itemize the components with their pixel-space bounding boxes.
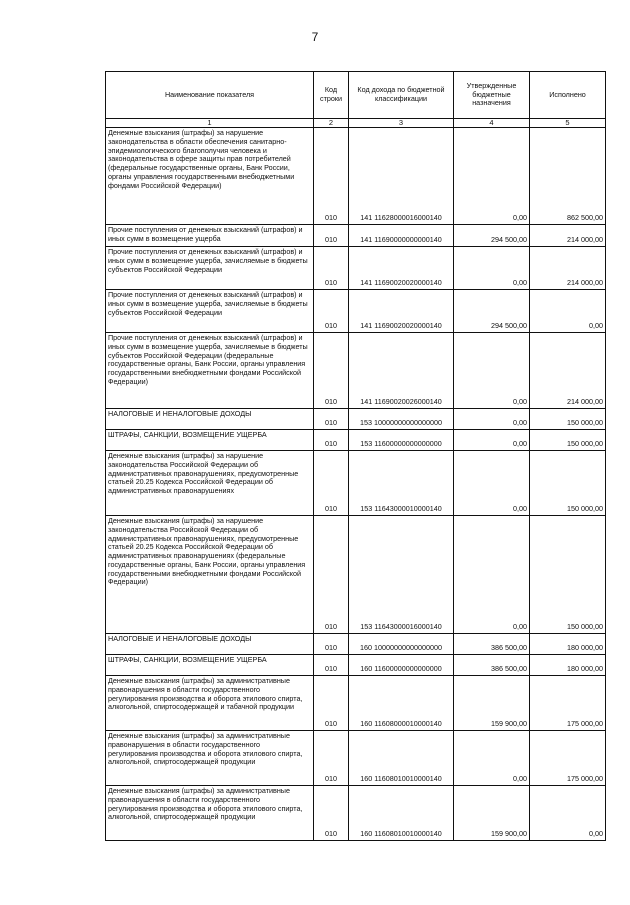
page-number: 7 xyxy=(311,30,319,44)
row-name-cell: НАЛОГОВЫЕ И НЕНАЛОГОВЫЕ ДОХОДЫ xyxy=(106,409,314,430)
row-executed-cell: 175 000,00 xyxy=(530,731,606,786)
row-name-cell: Денежные взыскания (штрафы) за административные правонарушения в области государственного регулирования производства и оборота этилового спирта, алкогольной, спиртосодержащей и табачной продукции xyxy=(106,676,314,731)
row-approved-cell: 0,00 xyxy=(454,409,530,430)
header-approved: Утвержденные бюджетные назначения xyxy=(454,72,530,119)
table-row xyxy=(106,786,606,841)
table-row xyxy=(106,451,606,516)
row-approved-cell: 159 900,00 xyxy=(454,786,530,841)
row-name-cell: НАЛОГОВЫЕ И НЕНАЛОГОВЫЕ ДОХОДЫ xyxy=(106,634,314,655)
row-approved-cell: 0,00 xyxy=(454,731,530,786)
row-code-cell: 010 xyxy=(314,451,349,516)
table-row xyxy=(106,655,606,676)
table-row xyxy=(106,516,606,634)
row-kbk-cell: 160 11608000010000140 xyxy=(349,676,454,731)
row-name-cell: Денежные взыскания (штрафы) за административные правонарушения в области государственного регулирования производства и оборота этилового спирта, алкогольной, спиртосодержащей продукции xyxy=(106,731,314,786)
column-number: 5 xyxy=(530,119,606,128)
row-executed-cell: 0,00 xyxy=(530,786,606,841)
table-row xyxy=(106,247,606,290)
row-kbk-cell: 153 11643000016000140 xyxy=(349,516,454,634)
row-name-cell: Денежные взыскания (штрафы) за нарушение законодательства в области обеспечения санитарно-эпидемиологического благополучия человека и законодательства в сфере защиты прав потребителей (федеральные государственные органы, Банк России, органы управления государственными внебюджетными фондами Российской Федерации) xyxy=(106,128,314,225)
row-code-cell: 010 xyxy=(314,225,349,247)
column-number: 3 xyxy=(349,119,454,128)
row-kbk-cell: 153 11600000000000000 xyxy=(349,430,454,451)
table-row xyxy=(106,731,606,786)
row-executed-cell: 150 000,00 xyxy=(530,409,606,430)
table-header xyxy=(106,72,606,119)
row-code-cell: 010 xyxy=(314,731,349,786)
row-kbk-cell: 160 11608010010000140 xyxy=(349,786,454,841)
row-kbk-cell: 153 11643000010000140 xyxy=(349,451,454,516)
row-approved-cell: 294 500,00 xyxy=(454,290,530,333)
row-code-cell: 010 xyxy=(314,128,349,225)
row-approved-cell: 0,00 xyxy=(454,430,530,451)
row-executed-cell: 214 000,00 xyxy=(530,333,606,409)
table-row xyxy=(106,676,606,731)
row-approved-cell: 0,00 xyxy=(454,333,530,409)
row-kbk-cell: 141 11690020020000140 xyxy=(349,247,454,290)
row-executed-cell: 180 000,00 xyxy=(530,634,606,655)
column-numbers-row xyxy=(106,119,606,128)
row-approved-cell: 386 500,00 xyxy=(454,655,530,676)
row-approved-cell: 0,00 xyxy=(454,516,530,634)
row-executed-cell: 150 000,00 xyxy=(530,451,606,516)
row-name-cell: Денежные взыскания (штрафы) за нарушение законодательства Российской Федерации об административных правонарушениях, предусмотренные статьей 20.25 Кодекса Российской Федерации об административных правонарушениях (федеральные государственные органы, Банк России, органы управления государственными внебюджетными фондами Российской Федерации) xyxy=(106,516,314,634)
row-code-cell: 010 xyxy=(314,409,349,430)
row-executed-cell: 150 000,00 xyxy=(530,516,606,634)
row-name-cell: Прочие поступления от денежных взысканий (штрафов) и иных сумм в возмещение ущерба, зачисляемые в бюджеты субъектов Российской Федерации xyxy=(106,290,314,333)
row-kbk-cell: 160 11600000000000000 xyxy=(349,655,454,676)
table-body xyxy=(106,119,606,841)
row-kbk-cell: 153 10000000000000000 xyxy=(349,409,454,430)
row-code-cell: 010 xyxy=(314,247,349,290)
row-code-cell: 010 xyxy=(314,634,349,655)
row-kbk-cell: 141 11690020020000140 xyxy=(349,290,454,333)
table-row xyxy=(106,634,606,655)
header-executed: Исполнено xyxy=(530,72,606,119)
table-row xyxy=(106,225,606,247)
header-name: Наименование показателя xyxy=(106,72,314,119)
row-executed-cell: 150 000,00 xyxy=(530,430,606,451)
row-executed-cell: 0,00 xyxy=(530,290,606,333)
row-kbk-cell: 160 11608010010000140 xyxy=(349,731,454,786)
row-executed-cell: 180 000,00 xyxy=(530,655,606,676)
row-kbk-cell: 160 10000000000000000 xyxy=(349,634,454,655)
table-row xyxy=(106,333,606,409)
row-code-cell: 010 xyxy=(314,430,349,451)
row-approved-cell: 0,00 xyxy=(454,247,530,290)
row-executed-cell: 862 500,00 xyxy=(530,128,606,225)
row-executed-cell: 214 000,00 xyxy=(530,225,606,247)
row-name-cell: Прочие поступления от денежных взысканий (штрафов) и иных сумм в возмещение ущерба, зачисляемые в бюджеты субъектов Российской Федерации (федеральные государственные органы, Банк России, органы управления государственными внебюджетными фондами Российской Федерации) xyxy=(106,333,314,409)
row-approved-cell: 294 500,00 xyxy=(454,225,530,247)
row-name-cell: Прочие поступления от денежных взысканий (штрафов) и иных сумм в возмещение ущерба xyxy=(106,225,314,247)
row-name-cell: Прочие поступления от денежных взысканий (штрафов) и иных сумм в возмещение ущерба, зачисляемые в бюджеты субъектов Российской Федерации xyxy=(106,247,314,290)
column-number: 1 xyxy=(106,119,314,128)
column-number: 4 xyxy=(454,119,530,128)
row-name-cell: Денежные взыскания (штрафы) за административные правонарушения в области государственного регулирования производства и оборота этилового спирта, алкогольной, спиртосодержащей продукции xyxy=(106,786,314,841)
row-code-cell: 010 xyxy=(314,333,349,409)
row-executed-cell: 214 000,00 xyxy=(530,247,606,290)
table-row xyxy=(106,430,606,451)
header-kbk: Код дохода по бюджетной классификации xyxy=(349,72,454,119)
row-approved-cell: 386 500,00 xyxy=(454,634,530,655)
header-code: Код строки xyxy=(314,72,349,119)
row-approved-cell: 0,00 xyxy=(454,128,530,225)
row-kbk-cell: 141 11690020026000140 xyxy=(349,333,454,409)
row-name-cell: ШТРАФЫ, САНКЦИИ, ВОЗМЕЩЕНИЕ УЩЕРБА xyxy=(106,655,314,676)
table-row xyxy=(106,128,606,225)
column-number: 2 xyxy=(314,119,349,128)
row-approved-cell: 0,00 xyxy=(454,451,530,516)
row-kbk-cell: 141 11690000000000140 xyxy=(349,225,454,247)
row-code-cell: 010 xyxy=(314,290,349,333)
row-name-cell: ШТРАФЫ, САНКЦИИ, ВОЗМЕЩЕНИЕ УЩЕРБА xyxy=(106,430,314,451)
row-code-cell: 010 xyxy=(314,786,349,841)
table-row xyxy=(106,290,606,333)
revenue-table xyxy=(105,71,606,841)
row-code-cell: 010 xyxy=(314,516,349,634)
row-code-cell: 010 xyxy=(314,676,349,731)
row-executed-cell: 175 000,00 xyxy=(530,676,606,731)
row-kbk-cell: 141 11628000016000140 xyxy=(349,128,454,225)
row-approved-cell: 159 900,00 xyxy=(454,676,530,731)
row-name-cell: Денежные взыскания (штрафы) за нарушение законодательства Российской Федерации об административных правонарушениях, предусмотренные статьей 20.25 Кодекса Российской Федерации об административных правонарушениях xyxy=(106,451,314,516)
table-row xyxy=(106,409,606,430)
row-code-cell: 010 xyxy=(314,655,349,676)
